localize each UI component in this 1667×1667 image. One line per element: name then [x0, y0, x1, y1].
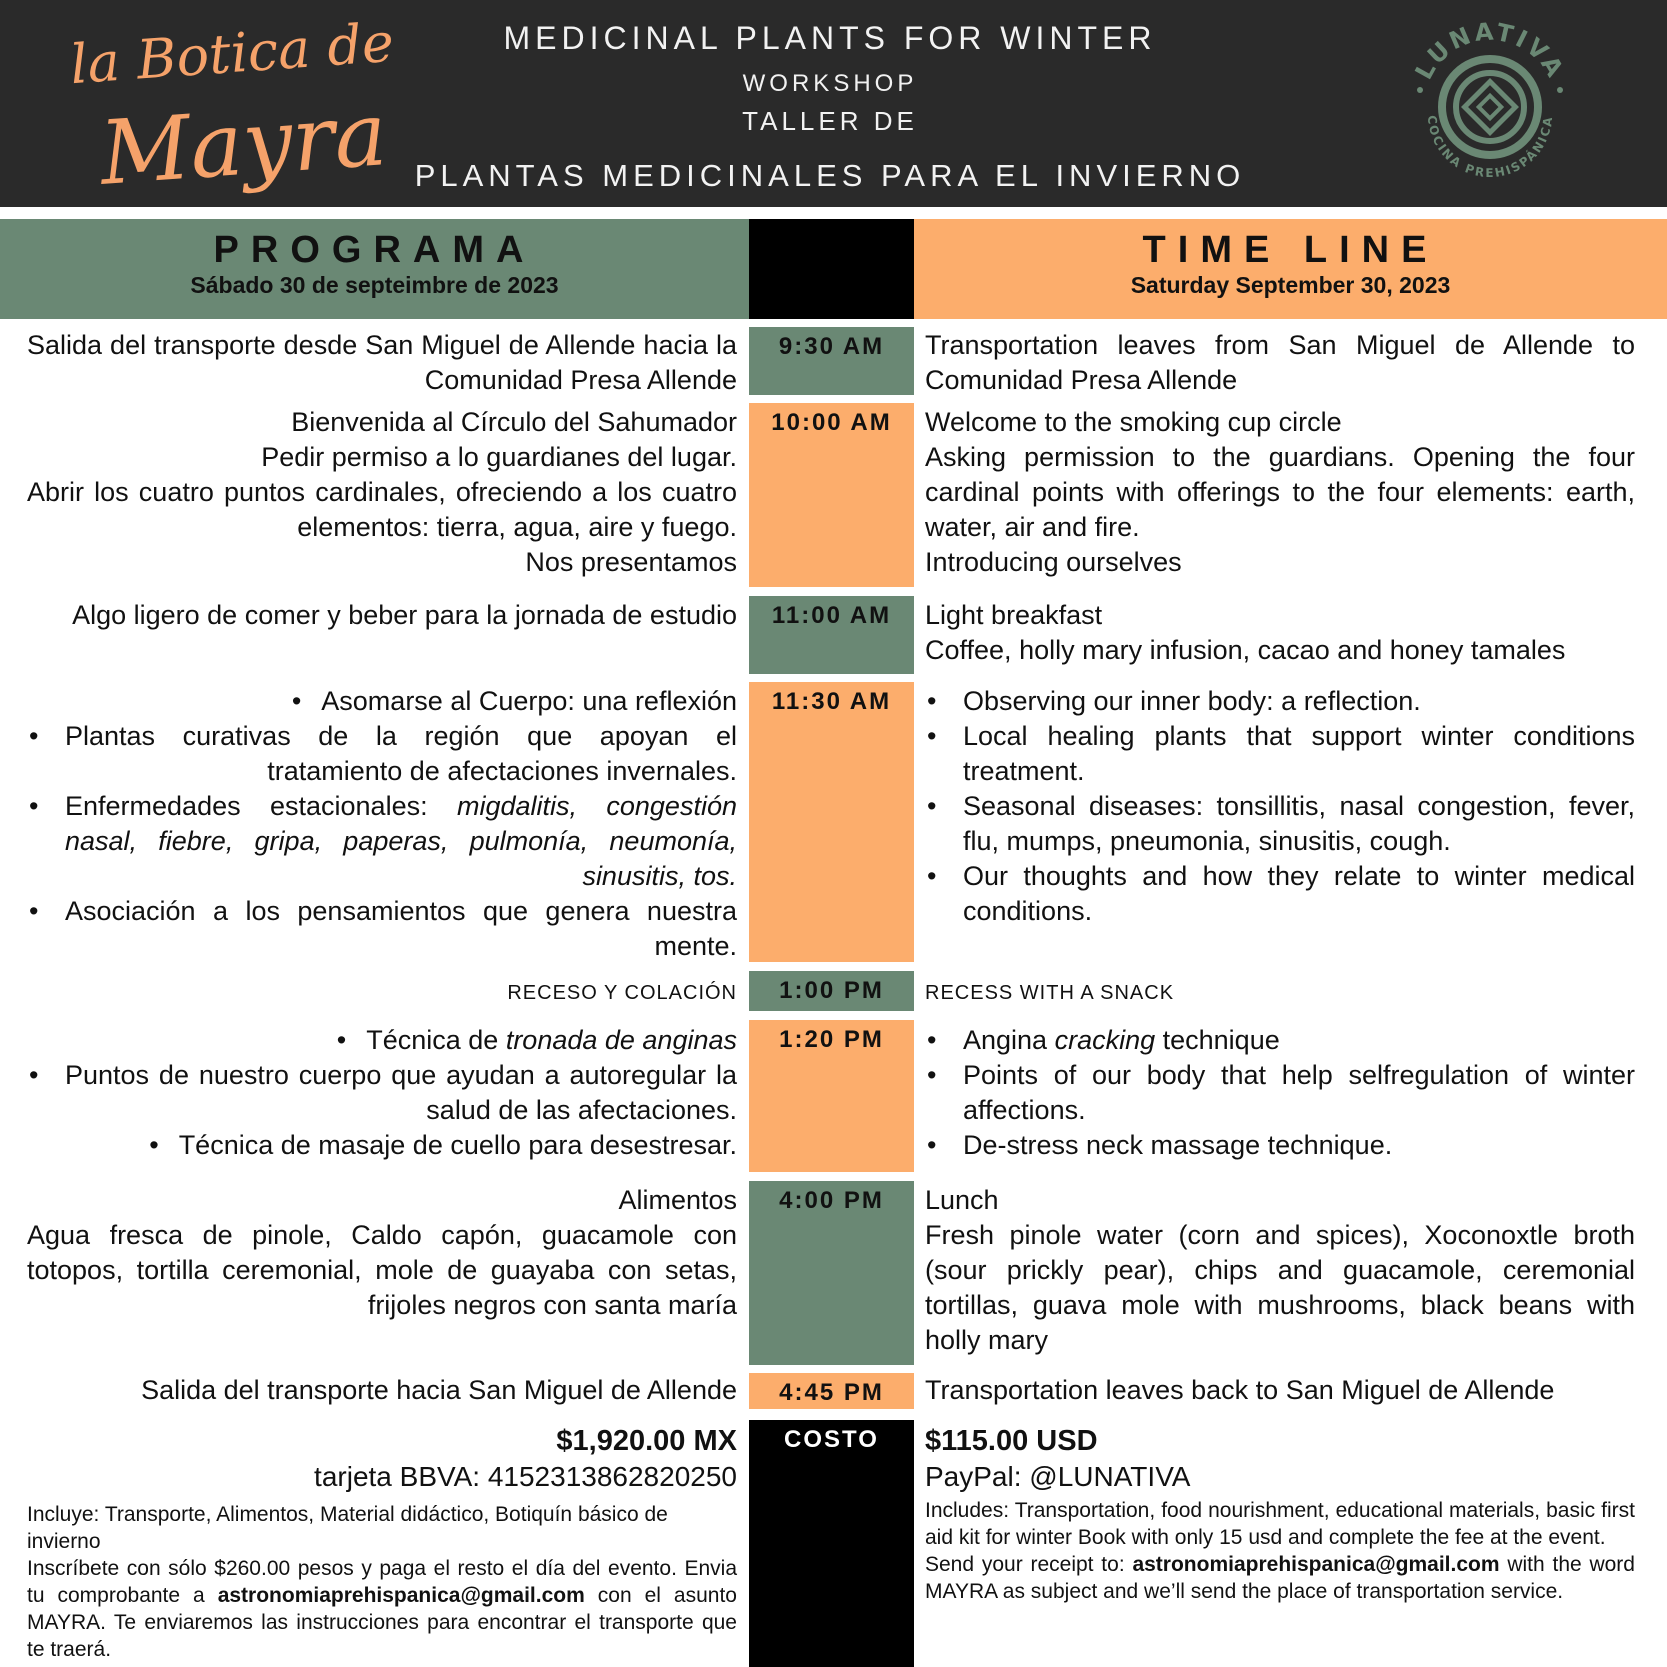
- cost-en: [925, 1423, 1635, 1605]
- cost-es: [27, 1423, 737, 1663]
- row8-en: Transportation leaves back to San Miguel de Allende: [925, 1375, 1555, 1405]
- row6-en: [925, 1023, 1635, 1163]
- row1-en: Transportation leaves from San Miguel de Allende to Comunidad Presa Allende: [925, 330, 1635, 395]
- cost-es-instructions: Inscríbete con sólo $260.00 pesos y paga el resto el día del evento. Envia tu comprobante a astronomiaprehispanica@gmail.com con el asunto MAYRA. Te enviaremos las instrucciones para encontrar el transporte que te traerá.: [27, 1557, 737, 1661]
- row5-es: RECESO Y COLACIÓN: [507, 982, 737, 1004]
- row2-en: Welcome to the smoking cup circle Asking permission to the guardians. Opening the four cardinal points with offerings to the four elements: earth, water, air and fire. Introducing ourselves: [925, 407, 1635, 577]
- row7-es: Alimentos Agua fresca de pinole, Caldo capón, guacamole con totopos, tortilla ceremonial, mole de guayaba con setas, frijoles negros con santa maría: [27, 1185, 737, 1320]
- row7-en: Lunch Fresh pinole water (corn and spices), Xoconoxtle broth (sour prickly pear), chips and guacamole, ceremonial tortillas, guava mole with mushrooms, black beans with holly mary: [925, 1185, 1635, 1355]
- programa-header: [0, 219, 749, 319]
- programa-date: Sábado 30 de septeimbre de 2023: [190, 272, 559, 298]
- row2-es: Bienvenida al Círculo del Sahumador Pedir permiso a lo guardianes del lugar. Abrir los cuatro puntos cardinales, ofreciendo a los cuatro elementos: tierra, agua, aire y fuego. Nos presentamos: [27, 407, 737, 577]
- row3-es: Algo ligero de comer y beber para la jornada de estudio: [72, 600, 737, 630]
- list-item: • Angina cracking technique: [925, 1023, 1635, 1058]
- time-box-1320: 1:20 PM: [749, 1020, 914, 1172]
- price-mx: $1,920.00 MX: [556, 1425, 737, 1457]
- time-box-costo: COSTO: [749, 1420, 914, 1667]
- payment-paypal: PayPal: @LUNATIVA: [925, 1461, 1191, 1492]
- row3-en: Light breakfast Coffee, holly mary infusion, cacao and honey tamales: [925, 600, 1566, 665]
- list-item: • Puntos de nuestro cuerpo que ayudan a autoregular la salud de las afectaciones.: [27, 1058, 737, 1128]
- row8-es: Salida del transporte hacia San Miguel de Allende: [141, 1375, 737, 1405]
- cost-en-includes: Includes: Transportation, food nourishment, educational materials, basic first aid kit for winter Book with only 15 usd and complete the fee at the event.: [925, 1499, 1635, 1549]
- time-box-1645: 4:45 PM: [749, 1373, 914, 1409]
- email-link-en[interactable]: astronomiaprehispanica@gmail.com: [1132, 1553, 1500, 1576]
- row4-en: [925, 684, 1635, 929]
- time-box-0930: 9:30 AM: [749, 327, 914, 395]
- title-es: PLANTAS MEDICINALES PARA EL INVIERNO: [414, 158, 1246, 193]
- subtitle-workshop: WORKSHOP: [742, 70, 918, 97]
- la-botica-de-mayra-logo: [68, 10, 396, 205]
- list-item: • Técnica de masaje de cuello para desestresar.: [27, 1128, 737, 1163]
- list-item: • De-stress neck massage technique.: [925, 1128, 1635, 1163]
- timeline-title: TIME LINE: [1142, 229, 1439, 271]
- list-item: • Our thoughts and how they relate to winter medical conditions.: [925, 859, 1635, 929]
- email-link-es[interactable]: astronomiaprehispanica@gmail.com: [217, 1584, 585, 1607]
- programa-title: PROGRAMA: [213, 229, 536, 271]
- list-item: • Técnica de tronada de anginas: [27, 1023, 737, 1058]
- timeline-date: Saturday September 30, 2023: [1130, 272, 1451, 298]
- logo-left-line1: la Botica de: [68, 10, 396, 97]
- list-item: • Asomarse al Cuerpo: una reflexión: [27, 684, 737, 719]
- time-box-1000: 10:00 AM: [749, 403, 914, 587]
- logo-left-line2: Mayra: [96, 82, 391, 205]
- lunativa-logo: [1400, 15, 1580, 195]
- lunativa-logo-icon: [1400, 15, 1580, 195]
- timeline-header: [914, 219, 1667, 319]
- list-item: • Observing our inner body: a reflection.: [925, 684, 1635, 719]
- title-en: MEDICINAL PLANTS FOR WINTER: [503, 20, 1157, 56]
- price-usd: $115.00 USD: [925, 1425, 1098, 1457]
- row1-es: Salida del transporte desde San Miguel de Allende hacia la Comunidad Presa Allende: [27, 330, 737, 395]
- cost-en-instructions: Send your receipt to: astronomiaprehispanica@gmail.com with the word MAYRA as subject and we’ll send the place of transportation service.: [925, 1553, 1635, 1603]
- cost-es-includes: Incluye: Transporte, Alimentos, Material didáctico, Botiquín básico de invierno: [27, 1503, 668, 1553]
- payment-bbva: tarjeta BBVA: 4152313862820250: [314, 1461, 737, 1492]
- subtitle-taller: TALLER DE: [742, 106, 918, 136]
- row4-es: [27, 684, 737, 964]
- logo-right-bottom-text: COCINA PREHISPÁNICA: [1424, 114, 1556, 181]
- list-item: • Plantas curativas de la región que apoyan el tratamiento de afectaciones invernales.: [27, 719, 737, 789]
- time-box-1600: 4:00 PM: [749, 1181, 914, 1365]
- time-box-1300: 1:00 PM: [749, 971, 914, 1011]
- logo-right-top-text: LUNATIVA: [1409, 17, 1571, 85]
- time-column-header: [749, 219, 914, 319]
- row5-en: RECESS WITH A SNACK: [925, 982, 1175, 1004]
- list-item: • Seasonal diseases: tonsillitis, nasal congestion, fever, flu, mumps, pneumonia, sinusitis, cough.: [925, 789, 1635, 859]
- list-item: • Local healing plants that support winter conditions treatment.: [925, 719, 1635, 789]
- time-box-1100: 11:00 AM: [749, 596, 914, 674]
- list-item: • Points of our body that help selfregulation of winter affections.: [925, 1058, 1635, 1128]
- list-item: • Asociación a los pensamientos que genera nuestra mente.: [27, 894, 737, 964]
- time-box-1130: 11:30 AM: [749, 682, 914, 962]
- row6-es: [27, 1023, 737, 1163]
- list-item: • Enfermedades estacionales: migdalitis, congestión nasal, fiebre, gripa, paperas, pulmonía, neumonía, sinusitis, tos.: [27, 789, 737, 894]
